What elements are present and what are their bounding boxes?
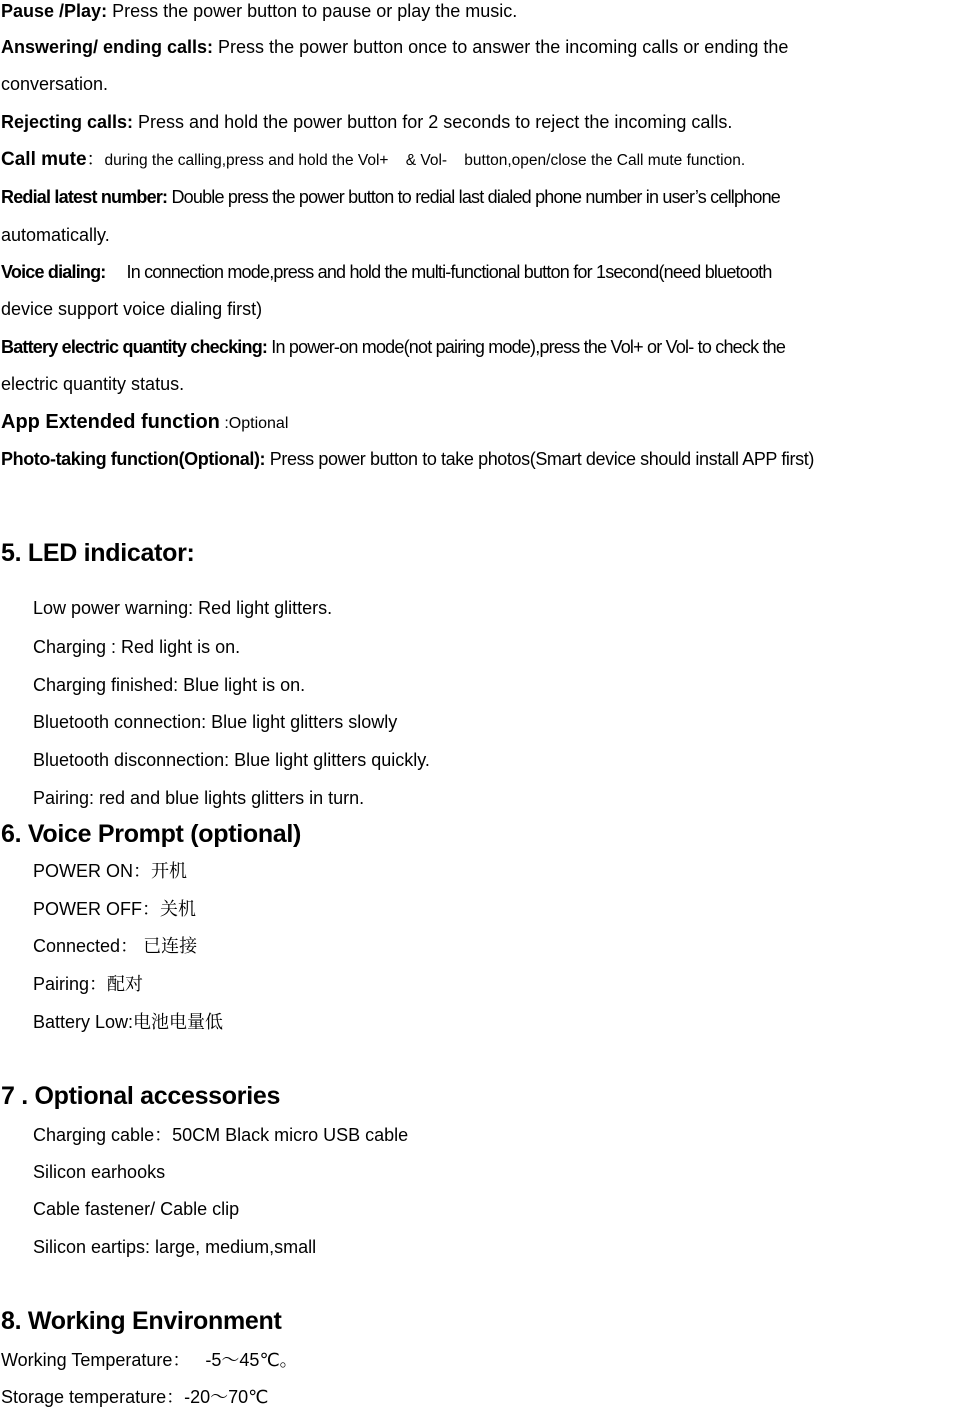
voice-prompt-item	[33, 898, 196, 921]
answering-text: Press the power button once to answer the incoming calls or ending the	[213, 37, 789, 57]
call-mute-label: Call mute	[1, 149, 87, 170]
pause-play-text: Press the power button to pause or play the music.	[107, 1, 518, 21]
redial-line	[1, 186, 780, 208]
accessory-item: Silicon earhooks	[33, 1162, 166, 1182]
call-mute-line	[1, 148, 745, 172]
voice-prompt-label: POWER OFF：	[33, 899, 160, 919]
voice-prompt-item	[33, 1011, 223, 1034]
led-item: Charging finished: Blue light is on.	[33, 675, 306, 695]
voice-prompt-item	[33, 973, 143, 996]
pause-play-line	[1, 0, 517, 22]
voice-prompt-label: POWER ON：	[33, 861, 152, 881]
voice-prompt-cn: 开机	[151, 861, 188, 882]
battery-check-text: In power-on mode(not pairing mode),press the Vol+ or Vol- to check the	[267, 337, 786, 357]
voice-dialing-label: Voice dialing:	[1, 262, 106, 282]
voice-prompt-cn: 电池电量低	[133, 1012, 224, 1033]
voice-prompt-item	[33, 935, 197, 958]
call-mute-text: during the calling,press and hold the Vol+ & Vol- button,open/close the Call mute function.	[104, 152, 746, 169]
led-item: Charging : Red light is on.	[33, 637, 241, 657]
voice-prompt-cn: 关机	[160, 899, 196, 920]
led-item: Low power warning: Red light glitters.	[33, 598, 333, 618]
battery-check-line-cont	[1, 373, 184, 395]
accessory-item: Charging cable：50CM Black micro USB cable	[33, 1125, 409, 1145]
redial-text: Double press the power button to redial last dialed phone number in user’s cellphone	[167, 187, 781, 207]
answering-line-cont	[1, 73, 108, 95]
storage-temperature: Storage temperature：-20～70℃	[1, 1387, 269, 1407]
redial-label: Redial latest number:	[1, 187, 168, 207]
rejecting-text: Press and hold the power button for 2 seconds to reject the incoming calls.	[133, 112, 733, 132]
rejecting-label: Rejecting calls:	[1, 112, 134, 132]
voice-prompt-heading: 6. Voice Prompt (optional)	[1, 820, 302, 848]
accessory-item: Silicon eartips: large, medium,small	[33, 1237, 317, 1257]
pause-play-label: Pause /Play:	[1, 1, 108, 21]
voice-prompt-label: Connected：	[33, 936, 144, 956]
answering-label: Answering/ ending calls:	[1, 37, 214, 57]
app-extended-line	[1, 411, 288, 435]
battery-check-text-cont: electric quantity status.	[1, 374, 185, 394]
answering-text-cont: conversation.	[1, 74, 109, 94]
voice-prompt-label: Pairing：	[33, 974, 108, 994]
app-extended-text: :Optional	[219, 415, 289, 432]
photo-text: Press power button to take photos(Smart device should install APP first)	[265, 449, 814, 469]
led-heading: 5. LED indicator:	[1, 539, 195, 567]
voice-prompt-cn: 配对	[107, 974, 144, 995]
accessory-item: Cable fastener/ Cable clip	[33, 1199, 240, 1219]
voice-prompt-cn: 已连接	[143, 936, 198, 957]
environment-heading: 8. Working Environment	[1, 1307, 282, 1335]
battery-check-line	[1, 336, 785, 358]
voice-dialing-line	[1, 261, 772, 283]
call-mute-sep: ：	[86, 149, 105, 170]
app-extended-label: App Extended function	[1, 411, 220, 433]
led-item: Bluetooth disconnection: Blue light glitters quickly.	[33, 750, 430, 770]
redial-text-cont: automatically.	[1, 225, 110, 245]
battery-check-label: Battery electric quantity checking:	[1, 337, 268, 357]
led-item: Pairing: red and blue lights glitters in turn.	[33, 788, 365, 808]
voice-dialing-line-cont	[1, 298, 262, 320]
accessories-heading: 7 . Optional accessories	[1, 1082, 281, 1110]
voice-prompt-item	[33, 860, 187, 883]
voice-dialing-text-cont: device support voice dialing first)	[1, 299, 263, 319]
answering-line	[1, 36, 788, 58]
redial-line-cont	[1, 224, 110, 246]
voice-prompt-label: Battery Low:	[33, 1012, 134, 1032]
photo-label: Photo-taking function(Optional):	[1, 449, 266, 469]
led-item: Bluetooth connection: Blue light glitters slowly	[33, 712, 398, 732]
working-temperature: Working Temperature： -5～45℃。	[1, 1350, 298, 1370]
voice-dialing-text: In connection mode,press and hold the multi-functional button for 1second(need bluetooth	[105, 262, 772, 282]
photo-line	[1, 448, 814, 470]
rejecting-line	[1, 111, 732, 133]
